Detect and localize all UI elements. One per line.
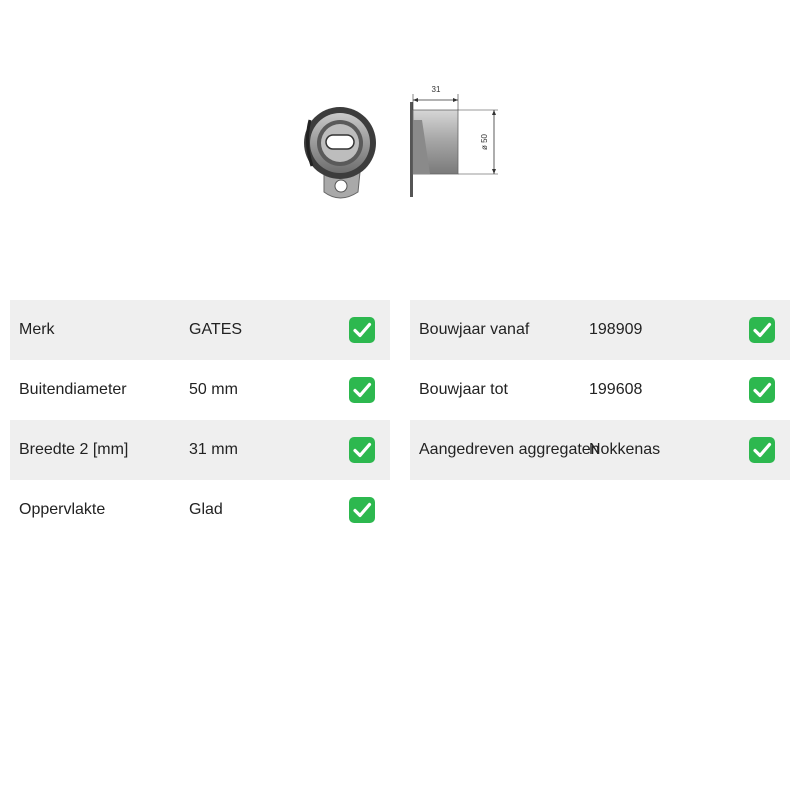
spec-row-aangedreven-aggregaten	[410, 420, 790, 480]
spec-value: 199608	[589, 381, 643, 398]
spec-value: Nokkenas	[589, 441, 661, 458]
width-dimension-label: 31	[431, 85, 441, 94]
check-icon	[349, 317, 375, 343]
spec-value: 50 mm	[189, 381, 238, 398]
check-icon	[349, 377, 375, 403]
spec-value: GATES	[189, 321, 243, 338]
spec-label: Merk	[19, 321, 55, 338]
spec-label: Bouwjaar tot	[419, 381, 508, 398]
spec-label: Oppervlakte	[19, 501, 106, 518]
spec-label: Breedte 2 [mm]	[19, 441, 129, 458]
spec-row-bouwjaar-tot	[410, 360, 790, 420]
tensioner-pulley-drawing	[300, 80, 510, 205]
spec-row-oppervlakte	[10, 480, 390, 540]
spec-row-merk	[10, 300, 390, 360]
spec-label: Buitendiameter	[19, 381, 127, 398]
specs-table-left	[10, 300, 390, 540]
spec-row-bouwjaar-vanaf	[410, 300, 790, 360]
spec-value: 31 mm	[189, 441, 238, 458]
check-icon	[749, 377, 775, 403]
check-icon	[749, 437, 775, 463]
check-icon	[749, 317, 775, 343]
diameter-dimension-label: ø 50	[480, 133, 489, 151]
spec-label: Bouwjaar vanaf	[419, 321, 530, 338]
check-icon	[349, 437, 375, 463]
spec-label: Aangedreven aggregaten	[419, 441, 600, 458]
check-icon	[349, 497, 375, 523]
spec-row-breedte	[10, 420, 390, 480]
spec-row-buitendiameter	[10, 360, 390, 420]
specs-table-right	[410, 300, 790, 480]
product-image	[300, 80, 510, 205]
spec-value: 198909	[589, 321, 643, 338]
spec-value: Glad	[189, 501, 223, 518]
